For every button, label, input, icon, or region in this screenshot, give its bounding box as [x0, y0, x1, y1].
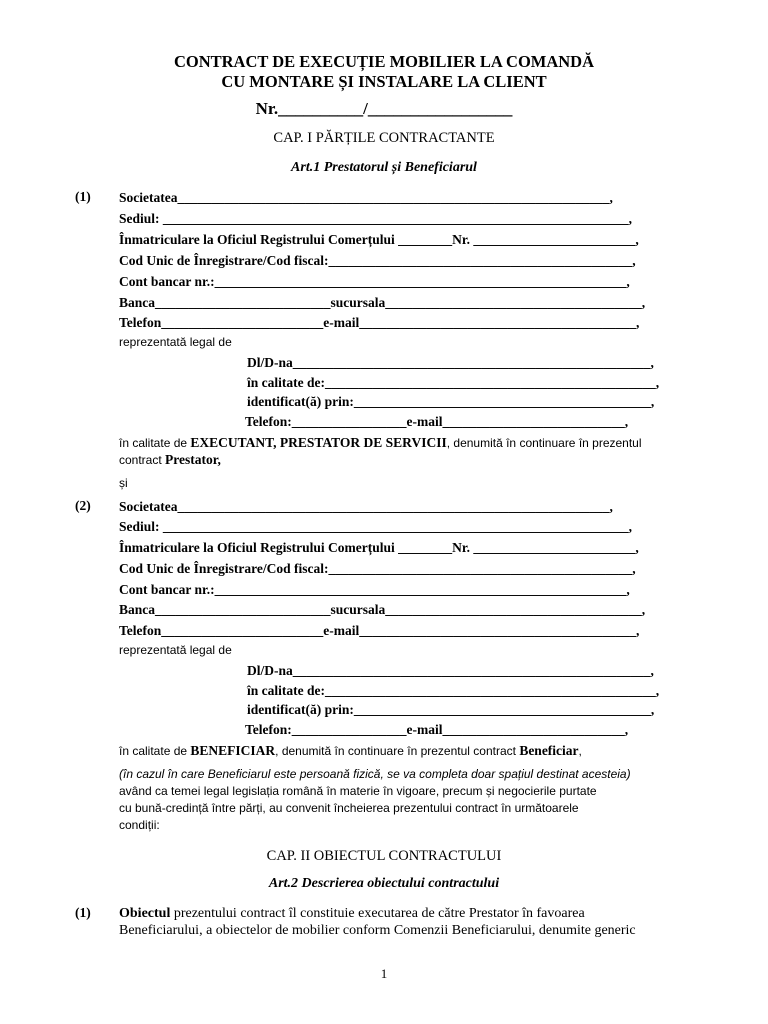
party2-dl: Dl/D-na_____________________________________________________,: [247, 663, 654, 678]
party2-number: (2): [75, 498, 91, 513]
party1-telefon: Telefon________________________e-mail_________________________________________,: [119, 315, 640, 330]
party2-calitate: în calitate de:_________________________________________________,: [247, 683, 660, 698]
party2-rol-post: , denumită în continuare în prezentul contract: [275, 744, 520, 758]
party1-rol-line2-bold: Prestator,: [165, 452, 221, 467]
party1-rol-post: , denumită în continuare în prezentul: [446, 436, 642, 450]
obiect-bold: Obiectul: [119, 906, 171, 921]
art1-title: Art.1 Prestatorul și Beneficiarul: [291, 160, 477, 175]
party1-number: (1): [75, 189, 91, 204]
party1-sediul: Sediul: _____________________________________________________________________,: [119, 211, 633, 226]
party1-rol-pre: în calitate de: [119, 436, 191, 450]
contract-number: Nr.__________/_________________: [255, 99, 513, 118]
party2-rol-line: [119, 742, 582, 760]
party1-rol-bold: EXECUTANT, PRESTATOR DE SERVICII: [190, 435, 447, 450]
obiect-line2: Beneficiarului, a obiectelor de mobilier conform Comenzii Beneficiarului, denumite generic: [119, 923, 636, 938]
party1-cont: Cont bancar nr.:_____________________________________________________________,: [119, 274, 630, 289]
party2-rol-end: ,: [578, 744, 582, 758]
party2-rol-bold2: Beneficiar: [519, 743, 579, 758]
conjunction-si: și: [119, 476, 128, 490]
party1-reprezentata: reprezentată legal de: [119, 335, 232, 349]
obiect-line1-text: prezentului contract îl constituie executarea de către Prestator în favoarea: [170, 906, 585, 921]
party2-inmatriculare: Înmatriculare la Oficiul Registrului Comerțului ________Nr. ________________________,: [119, 540, 639, 555]
party2-cui: Cod Unic de Înregistrare/Cod fiscal:_____________________________________________,: [119, 561, 636, 576]
party1-societatea: Societatea________________________________________________________________,: [119, 190, 613, 205]
party2-telefon: Telefon________________________e-mail_________________________________________,: [119, 623, 640, 638]
party1-rol-line1: [119, 434, 642, 452]
avand-line2: cu bună-credință între părți, au convenit încheierea prezentului contract în următoarele: [119, 801, 579, 815]
party2-cont: Cont bancar nr.:_____________________________________________________________,: [119, 582, 630, 597]
party1-rol-line2-pre: contract: [119, 453, 166, 467]
party1-dl: Dl/D-na_____________________________________________________,: [247, 355, 654, 370]
note-persoana-fizica: (în cazul în care Beneficiarul este persoană fizică, se va completa doar spațiul destinat acesteia): [119, 767, 631, 781]
obiect-line1: [119, 905, 585, 922]
party2-rol-bold: BENEFICIAR: [190, 743, 276, 758]
party1-identificat: identificat(ă) prin:____________________________________________,: [247, 394, 655, 409]
party2-societatea: Societatea________________________________________________________________,: [119, 499, 613, 514]
party2-rol-pre: în calitate de: [119, 744, 191, 758]
cap1-title: CAP. I PĂRȚILE CONTRACTANTE: [273, 130, 495, 146]
party2-sediul: Sediul: _____________________________________________________________________,: [119, 519, 633, 534]
page-number: 1: [380, 966, 388, 981]
cap2-title: CAP. II OBIECTUL CONTRACTULUI: [266, 848, 502, 864]
avand-line1: având ca temei legal legislația română în materie în vigoare, precum și negocierile purtate: [119, 784, 597, 798]
contract-title-line2: CU MONTARE ȘI INSTALARE LA CLIENT: [221, 72, 547, 91]
party2-reprezentata: reprezentată legal de: [119, 643, 232, 657]
party1-cui: Cod Unic de Înregistrare/Cod fiscal:_____________________________________________,: [119, 253, 636, 268]
contract-title-line1: CONTRACT DE EXECUȚIE MOBILIER LA COMANDĂ: [173, 52, 595, 71]
party1-inmatriculare: Înmatriculare la Oficiul Registrului Comerțului ________Nr. ________________________,: [119, 232, 639, 247]
party1-calitate: în calitate de:_________________________________________________,: [247, 375, 660, 390]
avand-line3: condiții:: [119, 818, 160, 832]
party2-telefon2: Telefon:_________________e-mail___________________________,: [245, 722, 629, 737]
party1-rol-line2: [119, 451, 221, 469]
party2-identificat: identificat(ă) prin:____________________________________________,: [247, 702, 655, 717]
party1-banca: Banca__________________________sucursala______________________________________,: [119, 295, 646, 310]
obiect-number: (1): [75, 905, 91, 920]
art2-title: Art.2 Descrierea obiectului contractului: [268, 876, 500, 891]
party2-banca: Banca__________________________sucursala______________________________________,: [119, 602, 646, 617]
party1-telefon2: Telefon:_________________e-mail___________________________,: [245, 414, 629, 429]
